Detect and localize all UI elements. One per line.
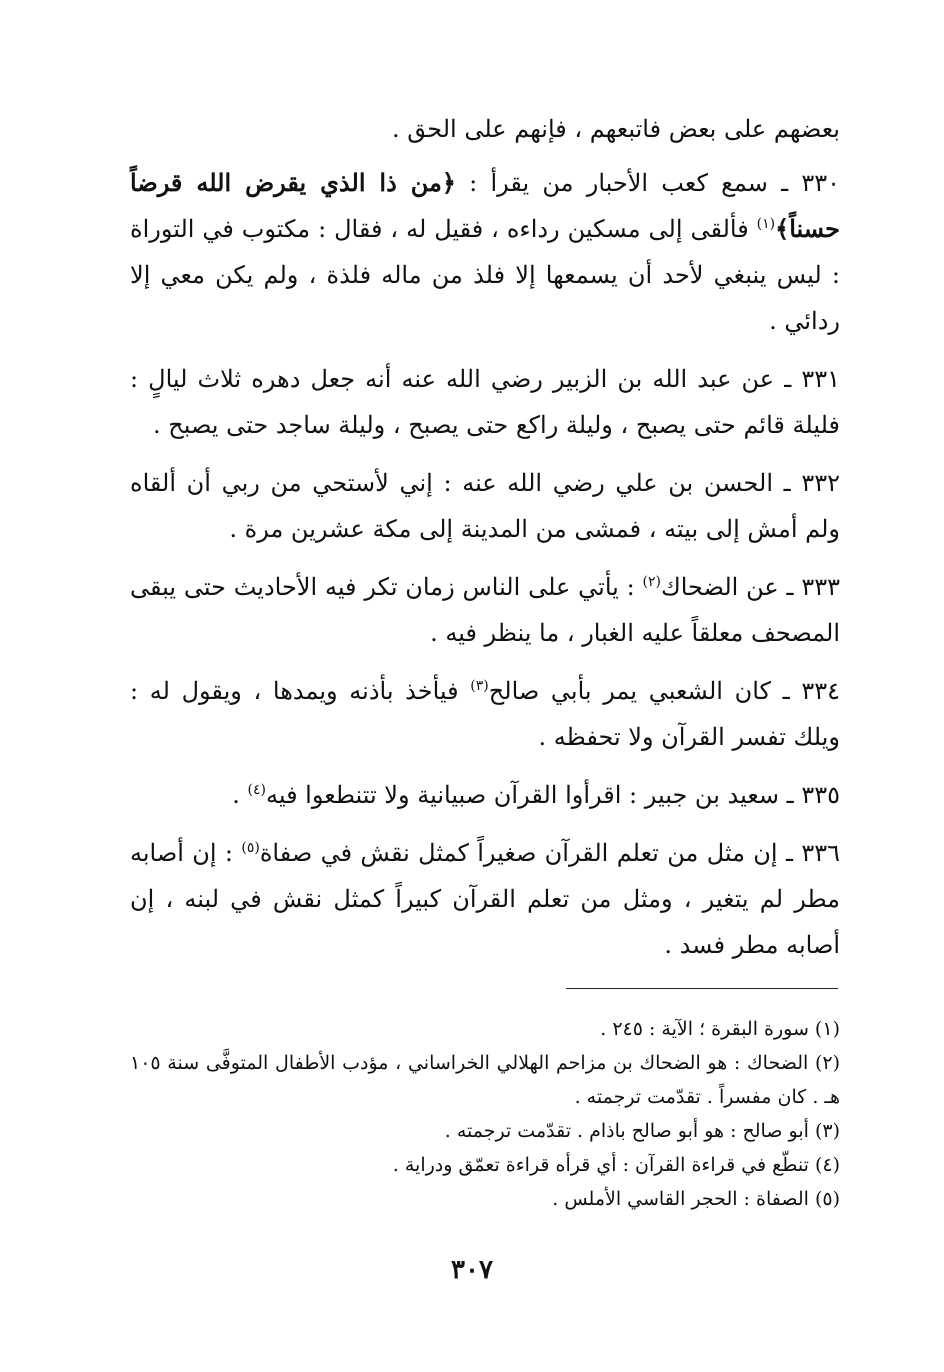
entry-333-rest: : يأتي على الناس زمان تكر فيه الأحاديث حتى يبقى المصحف معلقاً عليه الغبار ، ما ينظر فيه . xyxy=(130,573,840,647)
footnote-1: (١) سورة البقرة ؛ الآية : ٢٤٥ . xyxy=(600,1018,840,1040)
entry-332: ٣٣٢ ـ الحسن بن علي رضي الله عنه : إني لأستحي من ربي أن ألقاه ولم أمش إلى بيته ، فمشى من المدينة إلى مكة عشرين مرة . xyxy=(130,469,840,543)
entry-336-intro: ٣٣٦ ـ إن مثل من تعلم القرآن صغيراً كمثل نقش في صفاة xyxy=(259,839,841,867)
entry-334 xyxy=(130,668,840,760)
entry-334-intro: ٣٣٤ ـ كان الشعبي يمر بأبي صالح xyxy=(488,677,840,705)
entry-335-intro: ٣٣٥ ـ سعيد بن جبير : اقرأوا القرآن صبيانية ولا تتنطعوا فيه xyxy=(265,781,840,809)
quran-quote: ﴿من ذا الذي يقرض الله قرضاً حسناً﴾ xyxy=(130,168,840,243)
footnote-3: (٣) أبو صالح : هو أبو صالح باذام . تقدّمت ترجمته . xyxy=(444,1120,840,1142)
entry-331: ٣٣١ ـ عن عبد الله بن الزبير رضي الله عنه أنه جعل دهره ثلاث ليالٍ : فليلة قائم حتى يصبح ، وليلة راكع حتى يصبح ، وليلة ساجد حتى يصبح . xyxy=(130,365,840,439)
entry-333 xyxy=(130,564,840,656)
entry-330 xyxy=(130,160,840,344)
entry-334-rest: فيأخذ بأذنه ويمدها ، ويقول له : ويلك تفسر القرآن ولا تحفظه . xyxy=(130,677,840,751)
footnote-2: (٢) الضحاك : هو الضحاك بن مزاحم الهلالي الخراساني ، مؤدب الأطفال المتوفَّى سنة ١٠٥ هـ . كان مفسراً . تقدّمت ترجمته . xyxy=(130,1052,840,1108)
entry-335 xyxy=(130,772,840,818)
footnote-ref-4[interactable]: (٤) xyxy=(247,782,266,798)
footnote-5: (٥) الصفاة : الحجر القاسي الأملس . xyxy=(552,1188,840,1210)
entry-333-intro: ٣٣٣ ـ عن الضحاك xyxy=(660,573,840,601)
footnote-ref-3[interactable]: (٣) xyxy=(470,678,489,694)
entry-336 xyxy=(130,830,840,968)
footnotes xyxy=(130,1012,840,1216)
page-number: ٣٠٧ xyxy=(451,1255,493,1285)
footnote-ref-1[interactable]: (١) xyxy=(756,216,776,232)
main-text xyxy=(130,106,840,980)
footnote-ref-2[interactable]: (٢) xyxy=(642,574,661,590)
continuation-line: بعضهم على بعض فاتبعهم ، فإنهم على الحق . xyxy=(391,115,840,143)
entry-335-rest: . xyxy=(232,781,248,809)
entry-336-rest: : إن أصابه مطر لم يتغير ، ومثل من تعلم القرآن كبيراً كمثل نقش في لبنه ، إن أصابه مطر فسد . xyxy=(130,839,840,959)
footnote-divider xyxy=(566,988,838,989)
footnote-4: (٤) تنطّع في قراءة القرآن : أي قرأه قراءة تعمّق ودراية . xyxy=(392,1154,840,1176)
footnote-ref-5[interactable]: (٥) xyxy=(241,840,260,856)
entry-330-rest: فألقى إلى مسكين رداءه ، فقيل له ، فقال : مكتوب في التوراة : ليس ينبغي لأحد أن يسمعها إلا فلذ من ماله فلذة ، ولم يكن معي إلا ردائي . xyxy=(130,215,840,335)
entry-330-intro: ٣٣٠ ـ سمع كعب الأحبار من يقرأ : xyxy=(455,169,840,197)
